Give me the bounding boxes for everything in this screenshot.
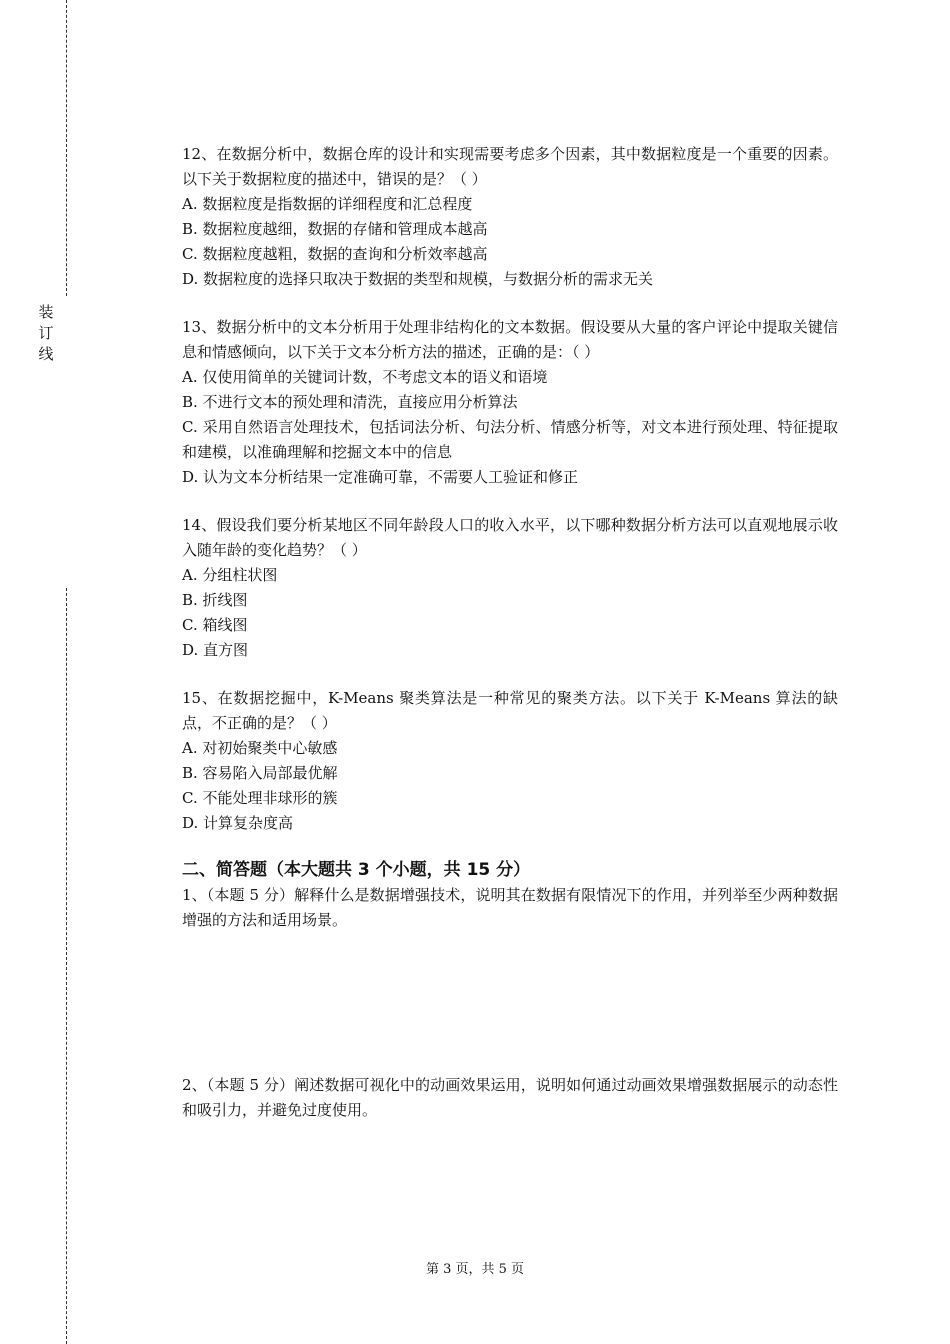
option-d: D. 认为文本分析结果一定准确可靠，不需要人工验证和修正 <box>182 468 579 486</box>
question-13 <box>182 315 838 490</box>
option-c: C. 箱线图 <box>182 616 248 634</box>
option-d: D. 数据粒度的选择只取决于数据的类型和规模，与数据分析的需求无关 <box>182 270 654 288</box>
question-15 <box>182 686 838 836</box>
question-text: 14、假设我们要分析某地区不同年龄段人口的收入水平，以下哪种数据分析方法可以直观地展示收入随年龄的变化趋势？（ ） <box>182 516 838 559</box>
binding-char: 装 <box>38 303 54 321</box>
binding-line-top <box>66 0 67 296</box>
option-b: B. 不进行文本的预处理和清洗，直接应用分析算法 <box>182 393 518 411</box>
binding-label <box>36 302 56 365</box>
option-c: C. 不能处理非球形的簇 <box>182 789 338 807</box>
option-a: A. 分组柱状图 <box>182 566 278 584</box>
question-14 <box>182 513 838 663</box>
option-b: B. 数据粒度越细，数据的存储和管理成本越高 <box>182 220 488 238</box>
section-title: 二、简答题（本大题共 3 个小题，共 15 分） <box>182 860 531 880</box>
option-b: B. 折线图 <box>182 591 248 609</box>
option-c: C. 采用自然语言处理技术，包括词法分析、句法分析、情感分析等，对文本进行预处理、特征提取和建模，以准确理解和挖掘文本中的信息 <box>182 418 838 461</box>
option-a: A. 对初始聚类中心敏感 <box>182 739 338 757</box>
option-d: D. 直方图 <box>182 641 249 659</box>
option-b: B. 容易陷入局部最优解 <box>182 764 338 782</box>
short-answer-1: 1、（本题 5 分）解释什么是数据增强技术，说明其在数据有限情况下的作用，并列举至少两种数据增强的方法和适用场景。 <box>182 886 838 929</box>
page-footer: 第 3 页，共 5 页 <box>425 1262 525 1277</box>
question-text: 13、数据分析中的文本分析用于处理非结构化的文本数据。假设要从大量的客户评论中提取关键信息和情感倾向，以下关于文本分析方法的描述，正确的是：（ ） <box>182 318 838 361</box>
option-d: D. 计算复杂度高 <box>182 814 294 832</box>
question-12 <box>182 142 838 292</box>
option-a: A. 仅使用简单的关键词计数，不考虑文本的语义和语境 <box>182 368 548 386</box>
question-text: 15、在数据挖掘中，K-Means 聚类算法是一种常见的聚类方法。以下关于 K-Means 算法的缺点，不正确的是？（ ） <box>182 689 838 732</box>
binding-char: 订 <box>38 324 54 342</box>
page-content <box>182 142 838 1123</box>
question-text: 12、在数据分析中，数据仓库的设计和实现需要考虑多个因素，其中数据粒度是一个重要的因素。以下关于数据粒度的描述中，错误的是？（ ） <box>182 145 838 188</box>
option-a: A. 数据粒度是指数据的详细程度和汇总程度 <box>182 195 473 213</box>
short-answer-2: 2、（本题 5 分）阐述数据可视化中的动画效果运用，说明如何通过动画效果增强数据展示的动态性和吸引力，并避免过度使用。 <box>182 1076 838 1119</box>
binding-char: 线 <box>38 345 54 363</box>
binding-line-bottom <box>66 588 67 1344</box>
option-c: C. 数据粒度越粗，数据的查询和分析效率越高 <box>182 245 488 263</box>
